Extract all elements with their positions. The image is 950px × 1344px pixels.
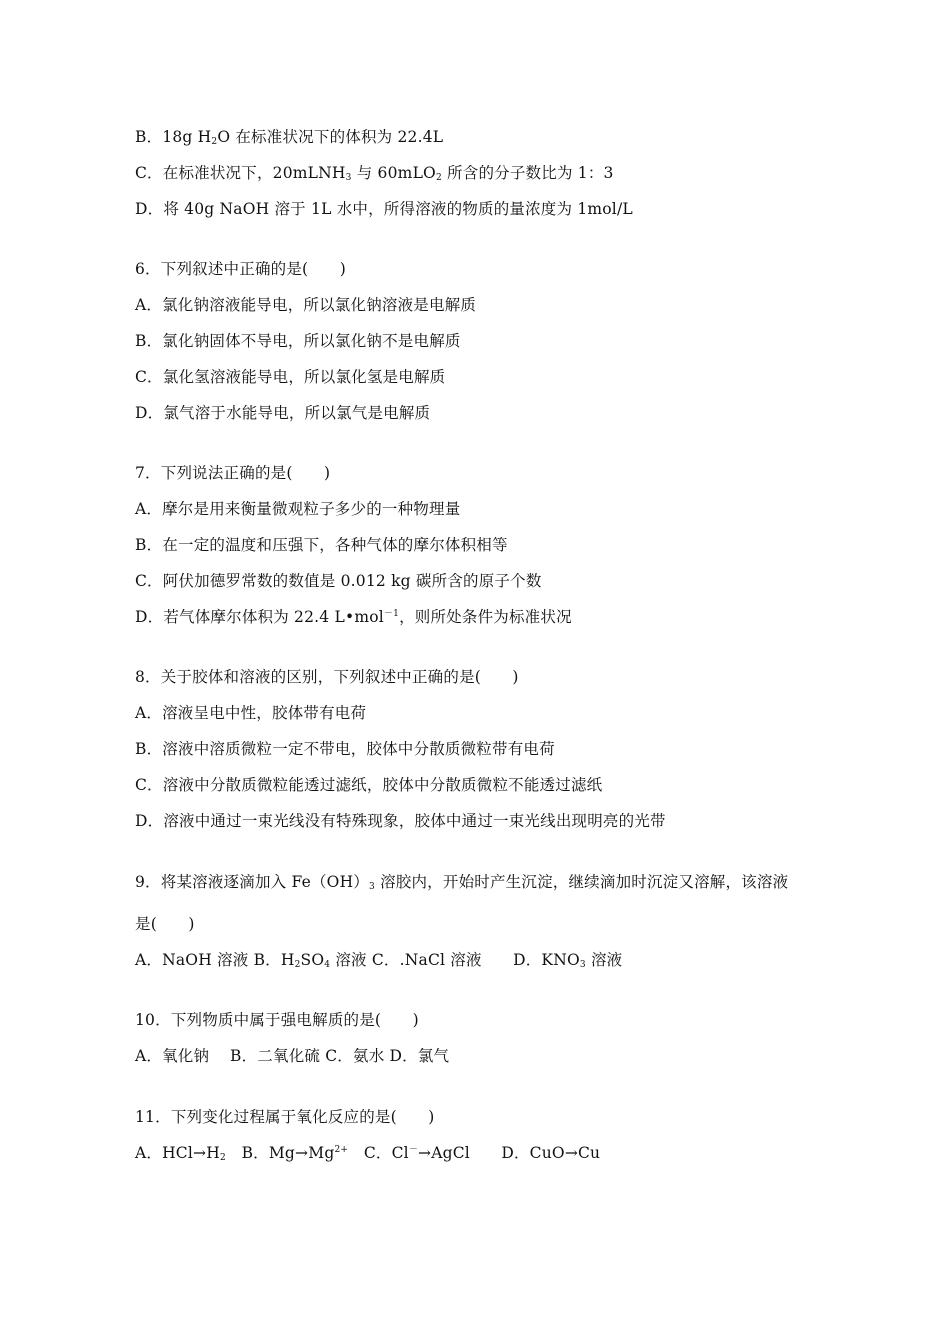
q11-stem: 11．下列变化过程属于氧化反应的是( ): [135, 1108, 435, 1126]
q9-options: A．NaOH 溶液 B．$H_2SO_4$ 溶液 C．.NaCl 溶液 D．$KNO_3$ 溶液: [135, 951, 623, 970]
q8-option-c: C．溶液中分散质微粒能透过滤纸，胶体中分散质微粒不能透过滤纸: [135, 776, 603, 794]
q5-option-b: B．18g $H_2O$ 在标准状况下的体积为 22.4L: [135, 128, 444, 147]
q7-stem: 7．下列说法正确的是( ): [135, 464, 331, 482]
q9-stem-line2: 是( ): [135, 915, 195, 933]
q6-option-d: D．氯气溶于水能导电，所以氯气是电解质: [135, 404, 431, 422]
q8-stem: 8．关于胶体和溶液的区别，下列叙述中正确的是( ): [135, 668, 519, 686]
q5-option-d: D．将 40g NaOH 溶于 1L 水中，所得溶液的物质的量浓度为 1mol/L: [135, 200, 633, 218]
q9-stem-line1: 9．将某溶液逐滴加入 $Fe(OH)_3$ 溶胶内，开始时产生沉淀，继续滴加时沉淀又溶解，该溶液: [135, 873, 789, 892]
q5-option-c: C．在标准状况下，20mLNH$_3$ 与 60mLO$_2$ 所含的分子数比为 1：3: [135, 164, 614, 183]
q8-option-b: B．溶液中溶质微粒一定不带电，胶体中分散质微粒带有电荷: [135, 740, 555, 758]
q7-option-b: B．在一定的温度和压强下，各种气体的摩尔体积相等: [135, 536, 508, 554]
q10-stem: 10．下列物质中属于强电解质的是( ): [135, 1011, 419, 1029]
q8-option-d: D．溶液中通过一束光线没有特殊现象，胶体中通过一束光线出现明亮的光带: [135, 812, 666, 830]
q6-option-a: A．氯化钠溶液能导电，所以氯化钠溶液是电解质: [135, 296, 477, 314]
q6-option-c: C．氯化氢溶液能导电，所以氯化氢是电解质: [135, 368, 446, 386]
q6-option-b: B．氯化钠固体不导电，所以氯化钠不是电解质: [135, 332, 461, 350]
q6-stem: 6．下列叙述中正确的是( ): [135, 260, 346, 278]
q11-options: A．$HCl\to H_2$ B．$Mg\to Mg^{2+}$ C．Cl－→AgCl D．CuO→Cu: [135, 1144, 601, 1163]
q10-options: A．氧化钠 B．二氧化硫 C．氨水 D．氯气: [135, 1047, 450, 1065]
q7-option-c: C．阿伏加德罗常数的数值是 0.012 kg 碳所含的原子个数: [135, 572, 542, 590]
q7-option-a: A．摩尔是用来衡量微观粒子多少的一种物理量: [135, 500, 461, 518]
q7-option-d: D．若气体摩尔体积为 22.4 L•mol$^{-1}$，则所处条件为标准状况: [135, 608, 572, 626]
q8-option-a: A．溶液呈电中性，胶体带有电荷: [135, 704, 367, 722]
